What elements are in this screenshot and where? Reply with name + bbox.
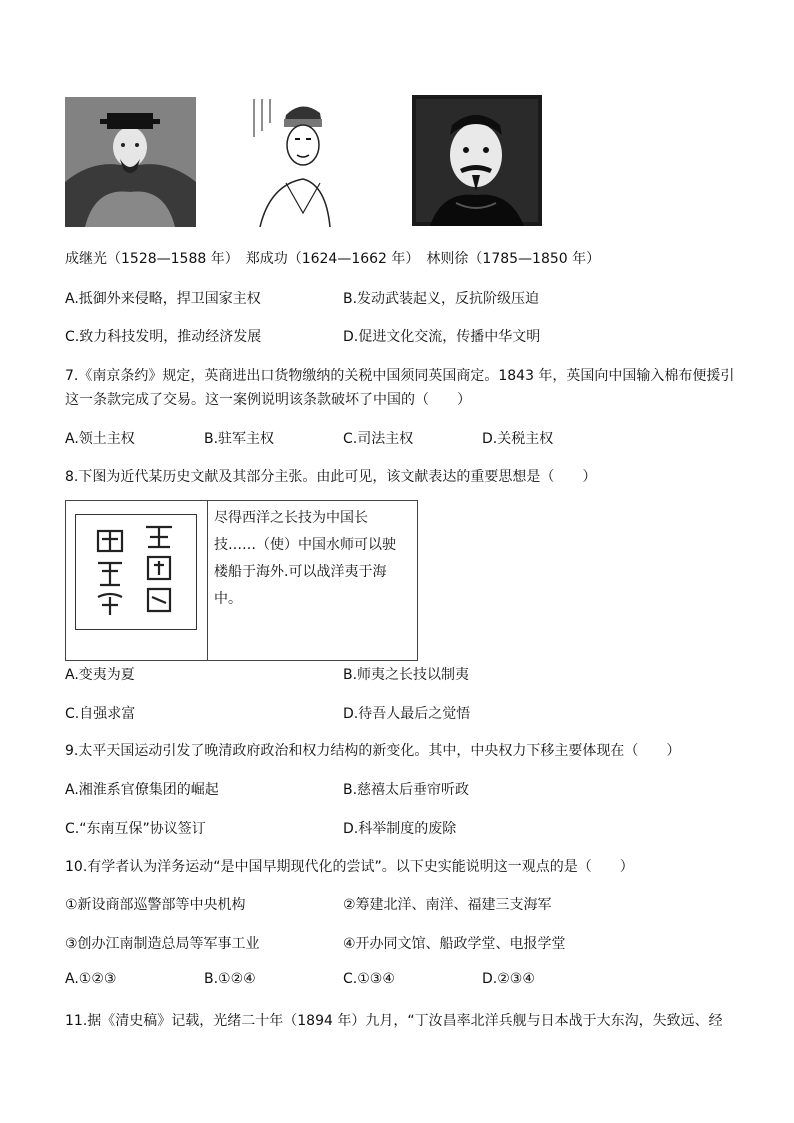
q10-item-2: ②筹建北洋、南洋、福建三支海军 [343,897,552,913]
q8-option-d: D.待吾人最后之觉悟 [343,706,471,722]
q9-option-c: C.“东南互保”协议签订 [65,821,206,837]
q6-option-a: A.抵御外来侵略，捍卫国家主权 [65,291,261,307]
q6-option-c: C.致力科技发明，推动经济发展 [65,329,262,345]
q8-document-figure [65,500,418,661]
q7-option-b: B.驻军主权 [204,431,275,447]
portrait-qi-jiguang-icon [65,97,196,227]
q7-option-d: D.关税主权 [482,431,554,447]
book-cover-panel [66,501,208,660]
portrait-zheng-chenggong-icon [246,93,332,227]
q7-option-c: C.司法主权 [343,431,414,447]
q8-option-c: C.自强求富 [65,706,136,722]
q7-stem-line2: 这一条款完成了交易。这一案例说明该条款破坏了中国的（ ） [65,392,471,408]
q7-stem-line1: 7.《南京条约》规定，英商进出口货物缴纳的关税中国须同英国商定。1843 年，英国向中国输入棉布便援引 [65,368,735,384]
q8-stem: 8.下图为近代某历史文献及其部分主张。由此可见，该文献表达的重要思想是（ ） [65,469,597,485]
q10-option-d: D.②③④ [482,971,535,987]
q9-stem: 9.太平天国运动引发了晚清政府政治和权力结构的新变化。其中，中央权力下移主要体现在（ ） [65,743,681,759]
q10-stem: 10.有学者认为洋务运动“是中国早期现代化的尝试”。以下史实能说明这一观点的是（ ） [65,859,634,875]
book-cover-seal-icon [75,514,197,630]
q8-option-a: A.变夷为夏 [65,667,135,683]
q8-option-b: B.师夷之长技以制夷 [343,667,470,683]
q9-option-b: B.慈禧太后垂帘听政 [343,782,470,798]
portrait-caption: 成继光（1528—1588 年） 郑成功（1624—1662 年） 林则徐（1785—1850 年） [65,251,601,267]
q10-item-1: ①新设商部巡警部等中央机构 [65,897,246,913]
q7-option-a: A.领土主权 [65,431,135,447]
q6-option-d: D.促进文化交流，传播中华文明 [343,329,541,345]
q10-item-4: ④开办同文馆、船政学堂、电报学堂 [343,936,566,952]
q10-option-b: B.①②④ [204,971,256,987]
portrait-lin-zexu-icon [412,95,542,226]
q10-item-3: ③创办江南制造总局等军事工业 [65,936,260,952]
q10-option-a: A.①②③ [65,971,117,987]
q9-option-d: D.科举制度的废除 [343,821,457,837]
q8-quote-text: 尽得西洋之长技为中国长技……（使）中国水师可以驶楼船于海外.可以战洋夷于海中。 [214,510,396,607]
q9-option-a: A.湘淮系官僚集团的崛起 [65,782,219,798]
q10-option-c: C.①③④ [343,971,395,987]
q6-option-b: B.发动武装起义，反抗阶级压迫 [343,291,540,307]
q11-stem-line1: 11.据《清史稿》记载，光绪二十年（1894 年）九月，“丁汝昌率北洋兵舰与日本战于大东沟，失致远、经 [65,1013,723,1029]
